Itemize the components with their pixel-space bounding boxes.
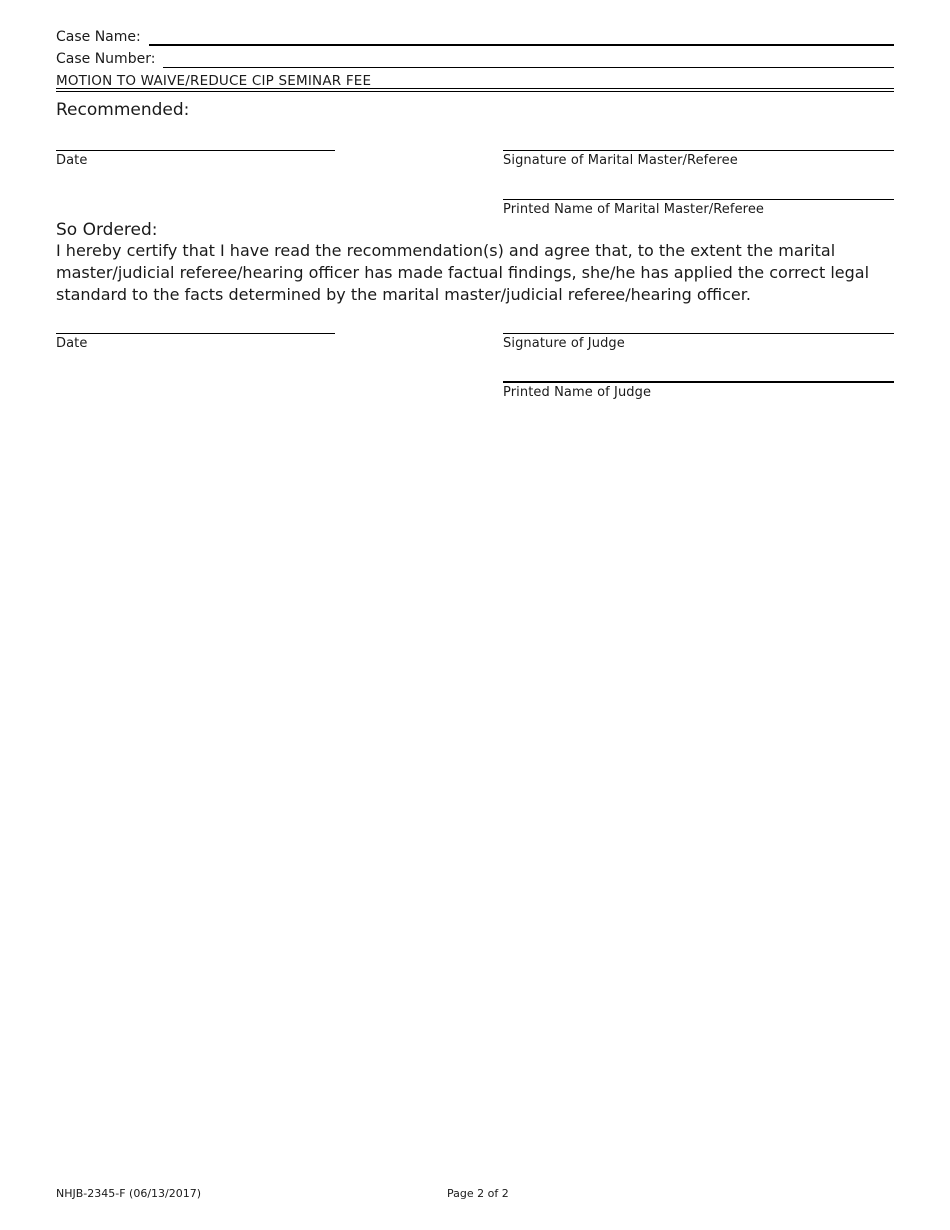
form-number: NHJB-2345-F (06/13/2017)	[56, 1187, 202, 1200]
case-name-label: Case Name:	[56, 29, 141, 45]
page-number: Page 2 of 2	[447, 1187, 509, 1200]
certification-text: I hereby certify that I have read the recommendation(s) and agree that, to the extent the marital master/judicial referee/hearing officer has made factual findings, she/he has applied the correct legal standard to the facts determined by the marital master/judicial referee/hearing officer.	[56, 241, 870, 304]
referee-signature-line[interactable]	[503, 150, 894, 151]
title-rule-top	[56, 88, 894, 89]
recommended-title: Recommended:	[56, 100, 190, 120]
recommended-date-line[interactable]	[56, 150, 335, 151]
referee-printed-name-label: Printed Name of Marital Master/Referee	[503, 202, 765, 217]
ordered-date-label: Date	[56, 336, 88, 351]
ordered-date-line[interactable]	[56, 333, 335, 334]
title-rule-bottom	[56, 91, 894, 92]
case-number-field[interactable]	[163, 67, 894, 68]
judge-signature-line[interactable]	[503, 333, 894, 334]
form-title: MOTION TO WAIVE/REDUCE CIP SEMINAR FEE	[56, 73, 372, 89]
judge-printed-name-label: Printed Name of Judge	[503, 385, 652, 400]
case-name-field[interactable]	[149, 44, 894, 46]
case-number-label: Case Number:	[56, 51, 156, 67]
referee-signature-label: Signature of Marital Master/Referee	[503, 153, 738, 168]
judge-signature-label: Signature of Judge	[503, 336, 625, 351]
recommended-date-label: Date	[56, 153, 88, 168]
so-ordered-title: So Ordered:	[56, 220, 158, 240]
referee-printed-name-line[interactable]	[503, 199, 894, 200]
judge-printed-name-line[interactable]	[503, 381, 894, 383]
